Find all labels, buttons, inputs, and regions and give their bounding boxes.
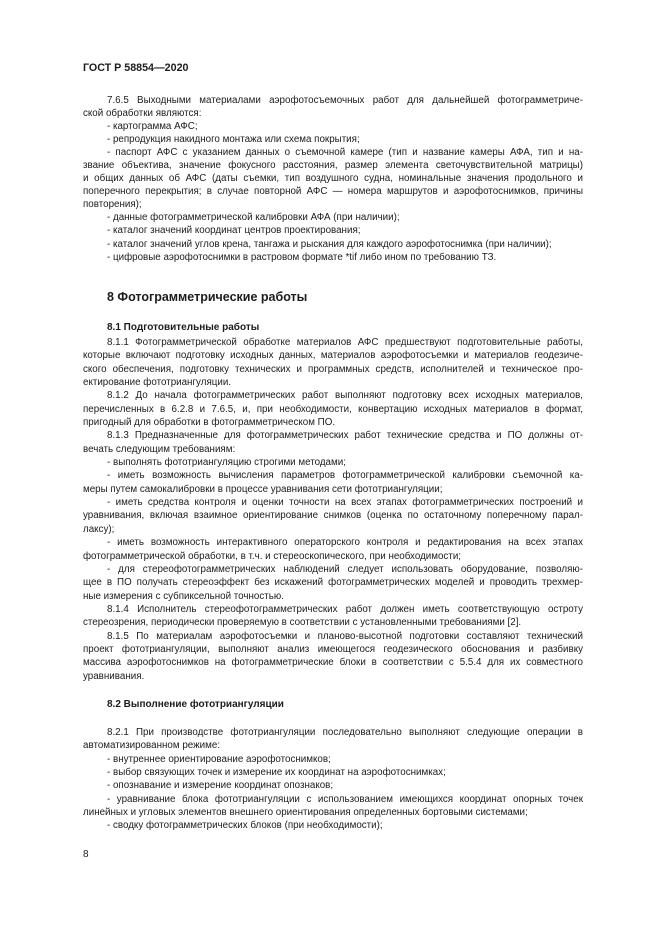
paragraph-line: вечать следующим требованиям: — [83, 443, 236, 455]
list-item-line: - выбор связующих точек и измерение их координат на аэрофотоснимках; — [107, 767, 446, 779]
section-8-1 — [83, 336, 583, 683]
list-item-line: повторения); — [83, 199, 142, 211]
list-item-line: и общих данных об АФС (даты съемки, тип воздушного судна, номинальные значения продольного и — [83, 173, 583, 185]
list-item-line: звание объектива, значение фокусного расстояния, размер элемента светочувствительной матрицы) — [83, 160, 583, 172]
paragraph-line: 8.1.5 По материалам аэрофотосъемки и планово-высотной подготовки составляют технический — [107, 630, 583, 642]
list-item-line: - каталог значений углов крена, тангажа и рыскания для каждого аэрофотоснимка (при наличии); — [107, 238, 552, 250]
list-item-line: - каталог значений координат центров проектирования; — [107, 225, 361, 237]
paragraph-line: 8.2.1 При производстве фототриангуляции последовательно выполняют следующие операции в — [107, 727, 583, 738]
list-item-line: - иметь возможность интерактивного операторского контроля и редактирования на всех этапах — [107, 537, 583, 549]
list-item-line: линейных и угловых элементов внешнего ориентирования определенных бортовыми системами; — [83, 807, 528, 819]
paragraph-line: ской обработки являются: — [83, 108, 202, 120]
list-item-line: фотограмметрической обработки, в т.ч. и стереоскопического, при необходимости; — [83, 550, 462, 562]
list-item-line: - данные фотограмметрической калибровки АФА (при наличии); — [107, 212, 400, 224]
list-item-line: - иметь средства контроля и оценки точности на всех этапах фотограмметрических построений и — [107, 497, 583, 509]
page-number: 8 — [83, 849, 89, 860]
paragraph-line: 8.1.4 Исполнитель стереофотограмметрических работ должен иметь соответствующую остроту — [107, 603, 583, 615]
list-item-line: - цифровые аэрофотоснимки в растровом формате *tif либо ином по требованию ТЗ. — [107, 251, 497, 263]
list-item-line: - опознавание и измерение координат опознаков; — [107, 780, 334, 792]
list-item-line: - паспорт АФС с указанием данных о съемочной камере (тип и название камеры АФА, тип и на- — [107, 147, 583, 159]
paragraph-line: которые включают подготовку исходных данных, материалов аэрофотосъемки и материалов геодезиче- — [83, 350, 583, 362]
list-item-line: - репродукция накидного монтажа или схема покрытия; — [107, 134, 360, 146]
paragraph-line: автоматизированном режиме: — [83, 740, 221, 752]
paragraph-line: массива аэрофотоснимков на фотограмметрические блоки в соответствии с 5.5.4 для их совместного — [83, 657, 583, 669]
list-item-line: лаксу); — [83, 523, 115, 535]
paragraph-line: ского обеспечения, подготовку технических и программных средств, исполнителей и техническое про- — [83, 363, 583, 375]
list-item-line: поперечного перекрытия; в случае повторной АФС — номера маршрутов и аэрофотоснимков, причины — [83, 186, 583, 198]
list-item-line: - картограмма АФС; — [107, 121, 198, 133]
paragraph-line: перечисленных в 6.2.8 и 7.6.5, и, при необходимости, конвертацию исходных материалов в формат, — [83, 403, 583, 415]
paragraph-line: уравнивания. — [83, 670, 145, 682]
subsection-heading-8-1: 8.1 Подготовительные работы — [107, 322, 260, 333]
list-item-line: - выполнять фототриангуляцию строгими методами; — [107, 457, 346, 469]
paragraph-line: 8.1.3 Предназначенные для фотограмметрических работ технические средства и ПО должны от- — [107, 430, 583, 442]
section-7-6-5 — [83, 94, 583, 264]
list-item-line: ные измерения с субпиксельной точностью. — [83, 590, 284, 602]
paragraph-line: 8.1.1 Фотограмметрической обработке материалов АФС предшествуют подготовительные работы, — [107, 337, 583, 348]
paragraph-line: ектирование фототриангуляции. — [83, 377, 232, 389]
subsection-heading-8-2: 8.2 Выполнение фототриангуляции — [107, 699, 284, 710]
list-item-line: - для стереофотограмметрических наблюдений следует использовать оборудование, позволяю- — [107, 563, 583, 575]
paragraph-line: проект фототриангуляции, выполняют анализ имеющегося геодезического обоснования и разбивку — [83, 643, 583, 655]
list-item-line: - иметь возможность вычисления параметров фотограмметрической калибровки съемочной ка- — [107, 470, 583, 482]
list-item-line: меры путем самокалибровки в процессе уравнивания сети фототриангуляции; — [83, 483, 443, 495]
paragraph-line: пригодный для обработки в фотограмметрическом ПО. — [83, 417, 336, 429]
paragraph-line: 8.1.2 До начала фотограмметрических работ выполняют подготовку всех исходных материалов, — [107, 390, 583, 402]
list-item-line: - уравнивание блока фототриангуляции с использованием имеющихся координат опорных точек — [107, 793, 583, 805]
list-item-line: уравнивания, включая взаимное ориентирование снимков (оценка по остаточному поперечному парал- — [83, 510, 583, 522]
section-8-2-1 — [83, 726, 583, 833]
list-item-line: щее в ПО получать стереоэффект без искажений фотограмметрических моделей и проводить трехмер- — [83, 577, 583, 589]
list-item-line: - внутреннее ориентирование аэрофотоснимков; — [107, 753, 331, 765]
paragraph-line: стереозрения, периодически проверяемую в соответствии с установленными требованиями [2]. — [83, 617, 522, 629]
list-item-line: - сводку фотограмметрических блоков (при необходимости); — [107, 820, 383, 832]
paragraph-line: 7.6.5 Выходными материалами аэрофотосъемочных работ для дальнейшей фотограмметриче- — [107, 95, 583, 106]
document-header: ГОСТ Р 58854—2020 — [83, 62, 189, 74]
section-heading-8: 8 Фотограмметрические работы — [107, 290, 308, 304]
